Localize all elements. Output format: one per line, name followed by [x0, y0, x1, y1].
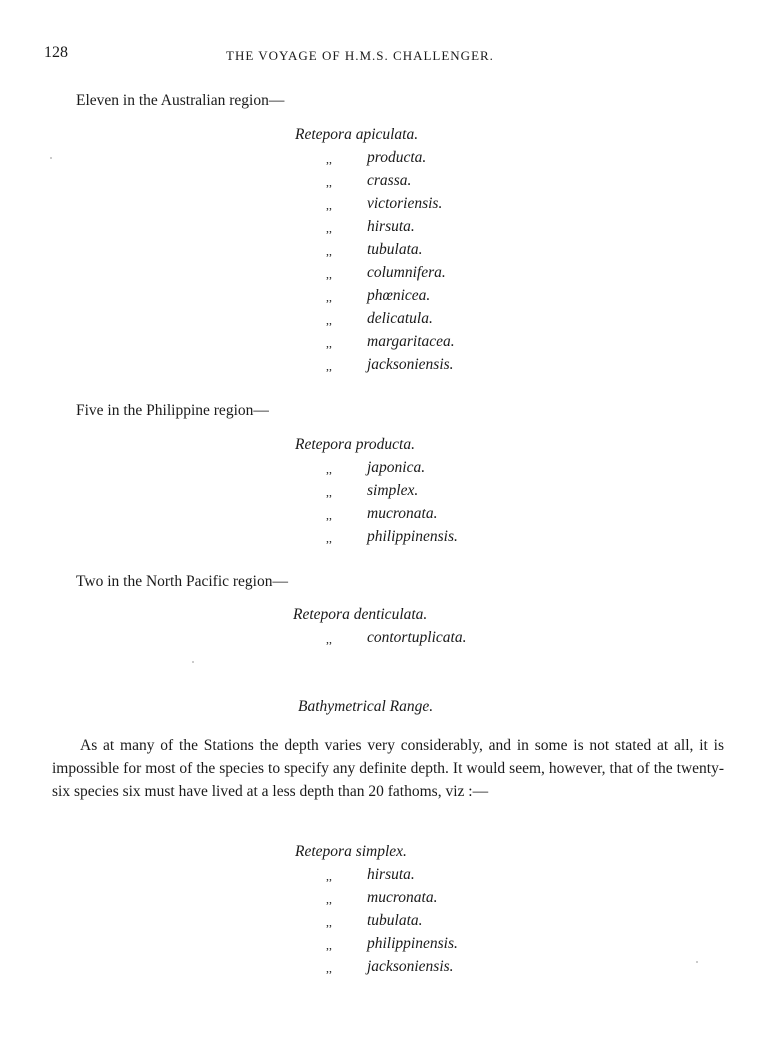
scan-speck: [696, 961, 698, 963]
page-number: 128: [44, 44, 68, 61]
ditto-mark: ,,: [326, 632, 332, 646]
species-name: mucronata.: [367, 889, 438, 906]
species-name: phœnicea.: [367, 287, 431, 304]
ditto-mark: ,,: [326, 267, 332, 281]
species-name: tubulata.: [367, 241, 423, 258]
ditto-mark: ,,: [326, 336, 332, 350]
species-name: contortuplicata.: [367, 629, 467, 646]
ditto-mark: ,,: [326, 915, 332, 929]
body-paragraph: [52, 734, 724, 803]
ditto-mark: ,,: [326, 508, 332, 522]
species-name: hirsuta.: [367, 866, 415, 883]
ditto-mark: ,,: [326, 531, 332, 545]
genus-line: Retepora apiculata.: [295, 126, 419, 143]
species-name: delicatula.: [367, 310, 433, 327]
ditto-mark: ,,: [326, 359, 332, 373]
genus-line: Retepora simplex.: [295, 843, 407, 860]
species-name: philippinensis.: [367, 528, 458, 545]
ditto-mark: ,,: [326, 485, 332, 499]
species-name: jacksoniensis.: [367, 356, 454, 373]
ditto-mark: ,,: [326, 175, 332, 189]
ditto-mark: ,,: [326, 221, 332, 235]
ditto-mark: ,,: [326, 462, 332, 476]
species-name: crassa.: [367, 172, 412, 189]
species-name: simplex.: [367, 482, 419, 499]
region-heading-australian: Eleven in the Australian region—: [76, 92, 285, 109]
ditto-mark: ,,: [326, 198, 332, 212]
ditto-mark: ,,: [326, 869, 332, 883]
region-heading-north-pacific: Two in the North Pacific region—: [76, 573, 288, 590]
ditto-mark: ,,: [326, 244, 332, 258]
ditto-mark: ,,: [326, 938, 332, 952]
species-name: margaritacea.: [367, 333, 455, 350]
ditto-mark: ,,: [326, 152, 332, 166]
species-name: hirsuta.: [367, 218, 415, 235]
species-name: tubulata.: [367, 912, 423, 929]
genus-line: Retepora denticulata.: [293, 606, 428, 623]
region-heading-philippine: Five in the Philippine region—: [76, 402, 269, 419]
species-name: producta.: [367, 149, 427, 166]
species-name: jacksoniensis.: [367, 958, 454, 975]
paragraph-text: As at many of the Stations the depth varies very considerably, and in some is not stated at all, it is impossible for most of the species to specify any definite depth. It would seem, however, that of the twenty-six species six must have lived at a less depth than 20 fathoms, viz :—: [52, 737, 724, 800]
species-name: mucronata.: [367, 505, 438, 522]
species-name: philippinensis.: [367, 935, 458, 952]
scan-speck: [192, 661, 194, 663]
genus-line: Retepora producta.: [295, 436, 415, 453]
running-head: THE VOYAGE OF H.M.S. CHALLENGER.: [226, 48, 494, 63]
ditto-mark: ,,: [326, 313, 332, 327]
species-name: japonica.: [367, 459, 426, 476]
ditto-mark: ,,: [326, 892, 332, 906]
species-name: columnifera.: [367, 264, 446, 281]
ditto-mark: ,,: [326, 290, 332, 304]
scan-speck: [50, 157, 52, 159]
section-title: Bathymetrical Range.: [298, 698, 434, 715]
ditto-mark: ,,: [326, 961, 332, 975]
species-name: victoriensis.: [367, 195, 443, 212]
